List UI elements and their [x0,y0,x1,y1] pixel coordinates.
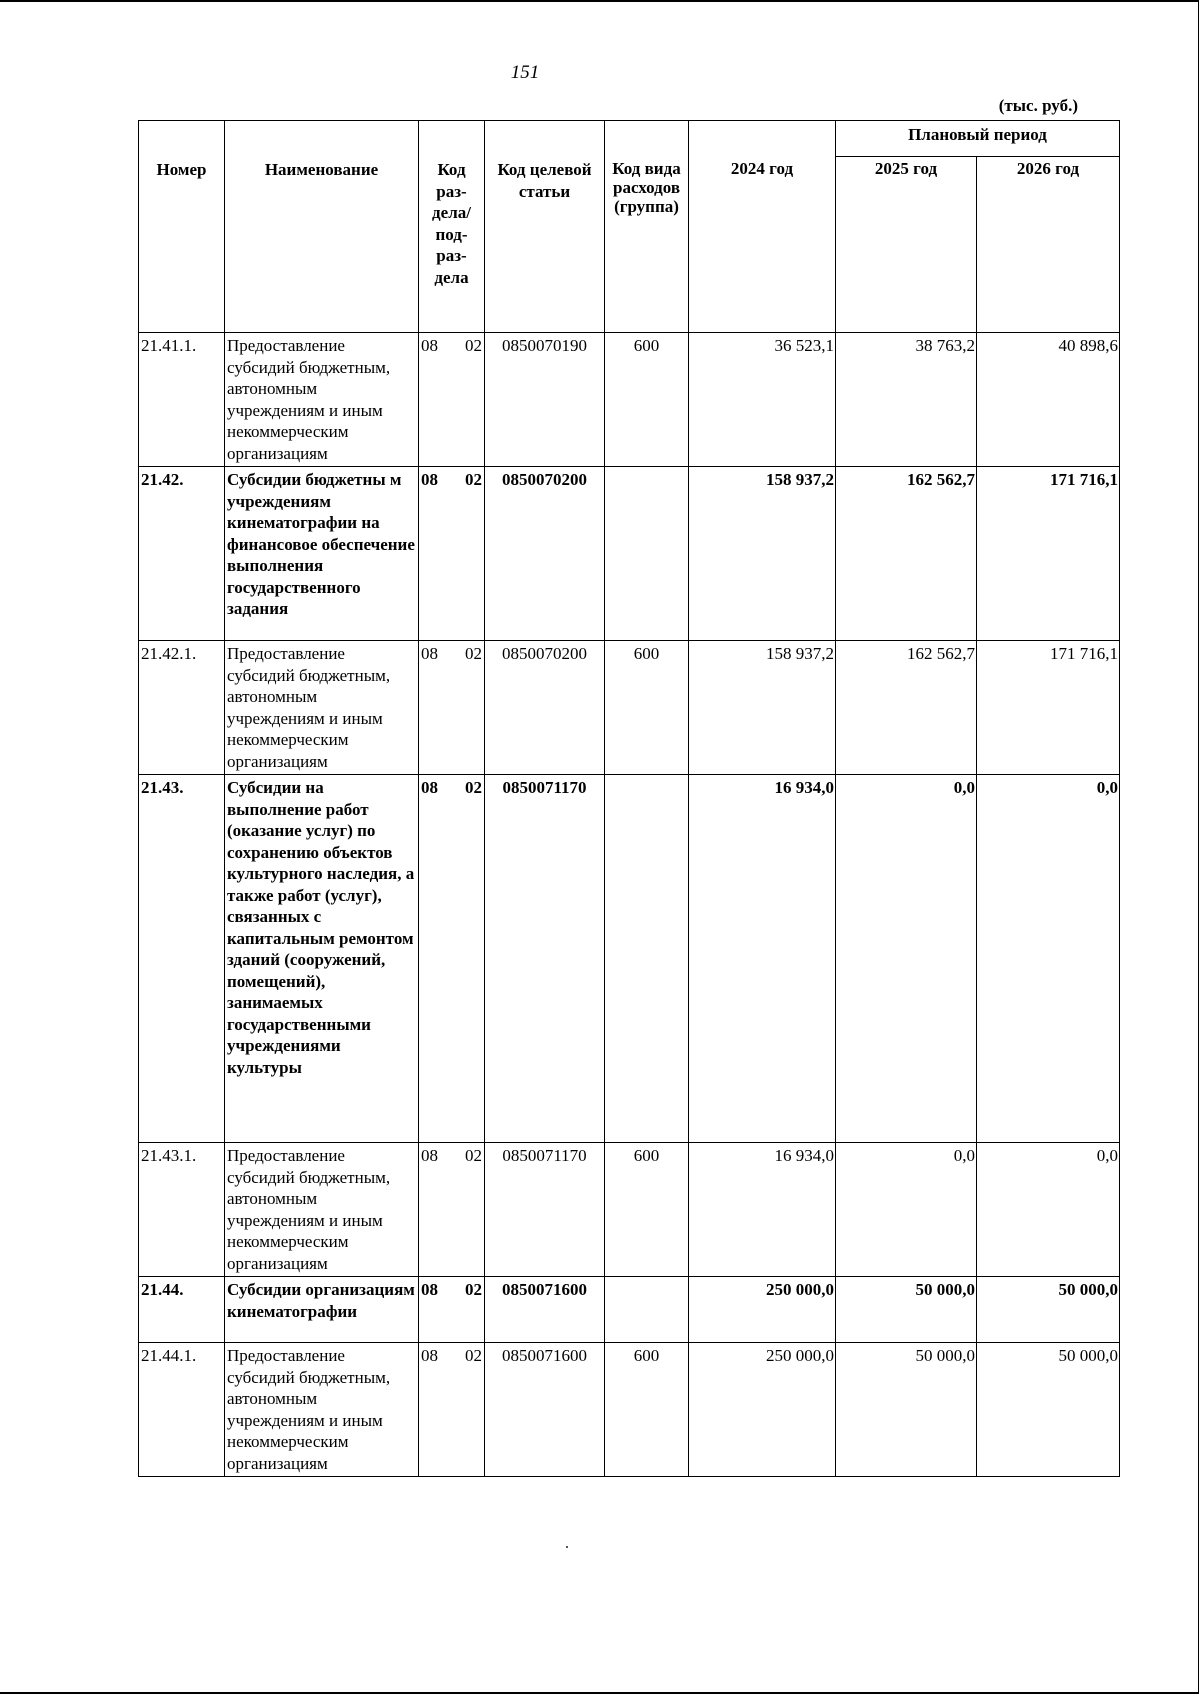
table-body [139,333,1120,1477]
row-amount-2026: 0,0 [977,1143,1120,1277]
podrazdel-code: 02 [465,1146,482,1165]
row-amount-2026: 171 716,1 [977,641,1120,775]
table-row [139,641,1120,775]
razdel-code: 08 [421,336,438,355]
header-2026: 2026 год [977,157,1120,333]
header-2024: 2024 год [689,121,836,333]
razdel-code: 08 [421,778,438,797]
table-row [139,1143,1120,1277]
row-name: Субсидии на выполнение работ (оказание услуг) по сохранению объектов культурного наследия, а также работ (услуг), связанных с капитальным ремонтом зданий (сооружений, помещений), занимаемых государственными учреждениями культуры [225,775,419,1143]
row-target-code: 0850071170 [485,775,605,1143]
razdel-code: 08 [421,644,438,663]
row-expense-type: 600 [605,333,689,467]
header-target-code: Код целевой статьи [485,121,605,333]
row-number: 21.43. [139,775,225,1143]
table-row [139,467,1120,641]
budget-table [138,120,1120,1477]
row-name: Предоставление субсидий бюджетным, автономным учреждениям и иным некоммерческим организациям [225,1343,419,1477]
razdel-code: 08 [421,1346,438,1365]
row-amount-2026: 171 716,1 [977,467,1120,641]
podrazdel-code: 02 [465,778,482,797]
row-name: Предоставление субсидий бюджетным, автономным учреждениям и иным некоммерческим организациям [225,641,419,775]
row-amount-2024: 158 937,2 [689,641,836,775]
row-section-code [419,1143,485,1277]
row-section-code [419,467,485,641]
row-expense-type [605,775,689,1143]
row-section-code [419,775,485,1143]
row-target-code: 0850071170 [485,1143,605,1277]
row-amount-2024: 16 934,0 [689,775,836,1143]
row-amount-2025: 0,0 [836,1143,977,1277]
row-target-code: 0850070200 [485,467,605,641]
row-amount-2026: 50 000,0 [977,1343,1120,1477]
row-amount-2025: 50 000,0 [836,1277,977,1343]
row-name: Предоставление субсидий бюджетным, автономным учреждениям и иным некоммерческим организациям [225,333,419,467]
row-amount-2026: 0,0 [977,775,1120,1143]
row-expense-type [605,1277,689,1343]
row-target-code: 0850071600 [485,1277,605,1343]
row-expense-type: 600 [605,1143,689,1277]
row-target-code: 0850071600 [485,1343,605,1477]
row-amount-2025: 38 763,2 [836,333,977,467]
scan-speck [566,1546,568,1548]
row-number: 21.41.1. [139,333,225,467]
row-name: Субсидии организациям кинематографии [225,1277,419,1343]
podrazdel-code: 02 [465,470,482,489]
table-row [139,775,1120,1143]
row-amount-2026: 40 898,6 [977,333,1120,467]
podrazdel-code: 02 [465,644,482,663]
row-amount-2024: 36 523,1 [689,333,836,467]
units-label: (тыс. руб.) [998,96,1078,115]
row-amount-2026: 50 000,0 [977,1277,1120,1343]
row-expense-type: 600 [605,641,689,775]
header-number: Номер [139,121,225,333]
row-number: 21.44.1. [139,1343,225,1477]
row-section-code [419,1277,485,1343]
row-section-code [419,333,485,467]
row-expense-type: 600 [605,1343,689,1477]
row-amount-2024: 250 000,0 [689,1277,836,1343]
row-number: 21.42.1. [139,641,225,775]
row-amount-2025: 162 562,7 [836,641,977,775]
row-number: 21.42. [139,467,225,641]
razdel-code: 08 [421,1280,438,1299]
razdel-code: 08 [421,1146,438,1165]
razdel-code: 08 [421,470,438,489]
row-amount-2025: 50 000,0 [836,1343,977,1477]
row-amount-2024: 16 934,0 [689,1143,836,1277]
header-row-top [139,121,1120,157]
header-name: Наименование [225,121,419,333]
row-section-code [419,1343,485,1477]
podrazdel-code: 02 [465,1280,482,1299]
row-expense-type [605,467,689,641]
header-planned-period: Плановый период [836,121,1120,157]
table-row [139,1277,1120,1343]
row-section-code [419,641,485,775]
row-number: 21.43.1. [139,1143,225,1277]
header-expense-type-code: Код вида расходов (группа) [605,121,689,333]
row-name: Субсидии бюджетны м учреждениям кинематографии на финансовое обеспечение выполнения государственного задания [225,467,419,641]
row-amount-2025: 162 562,7 [836,467,977,641]
row-target-code: 0850070190 [485,333,605,467]
header-2025: 2025 год [836,157,977,333]
table-row [139,1343,1120,1477]
row-amount-2025: 0,0 [836,775,977,1143]
row-number: 21.44. [139,1277,225,1343]
podrazdel-code: 02 [465,1346,482,1365]
page-number: 151 [510,62,540,83]
row-target-code: 0850070200 [485,641,605,775]
row-amount-2024: 158 937,2 [689,467,836,641]
row-name: Предоставление субсидий бюджетным, автономным учреждениям и иным некоммерческим организациям [225,1143,419,1277]
podrazdel-code: 02 [465,336,482,355]
row-amount-2024: 250 000,0 [689,1343,836,1477]
table-row [139,333,1120,467]
header-section-code: Код раз- дела/ под- раз- дела [419,121,485,333]
